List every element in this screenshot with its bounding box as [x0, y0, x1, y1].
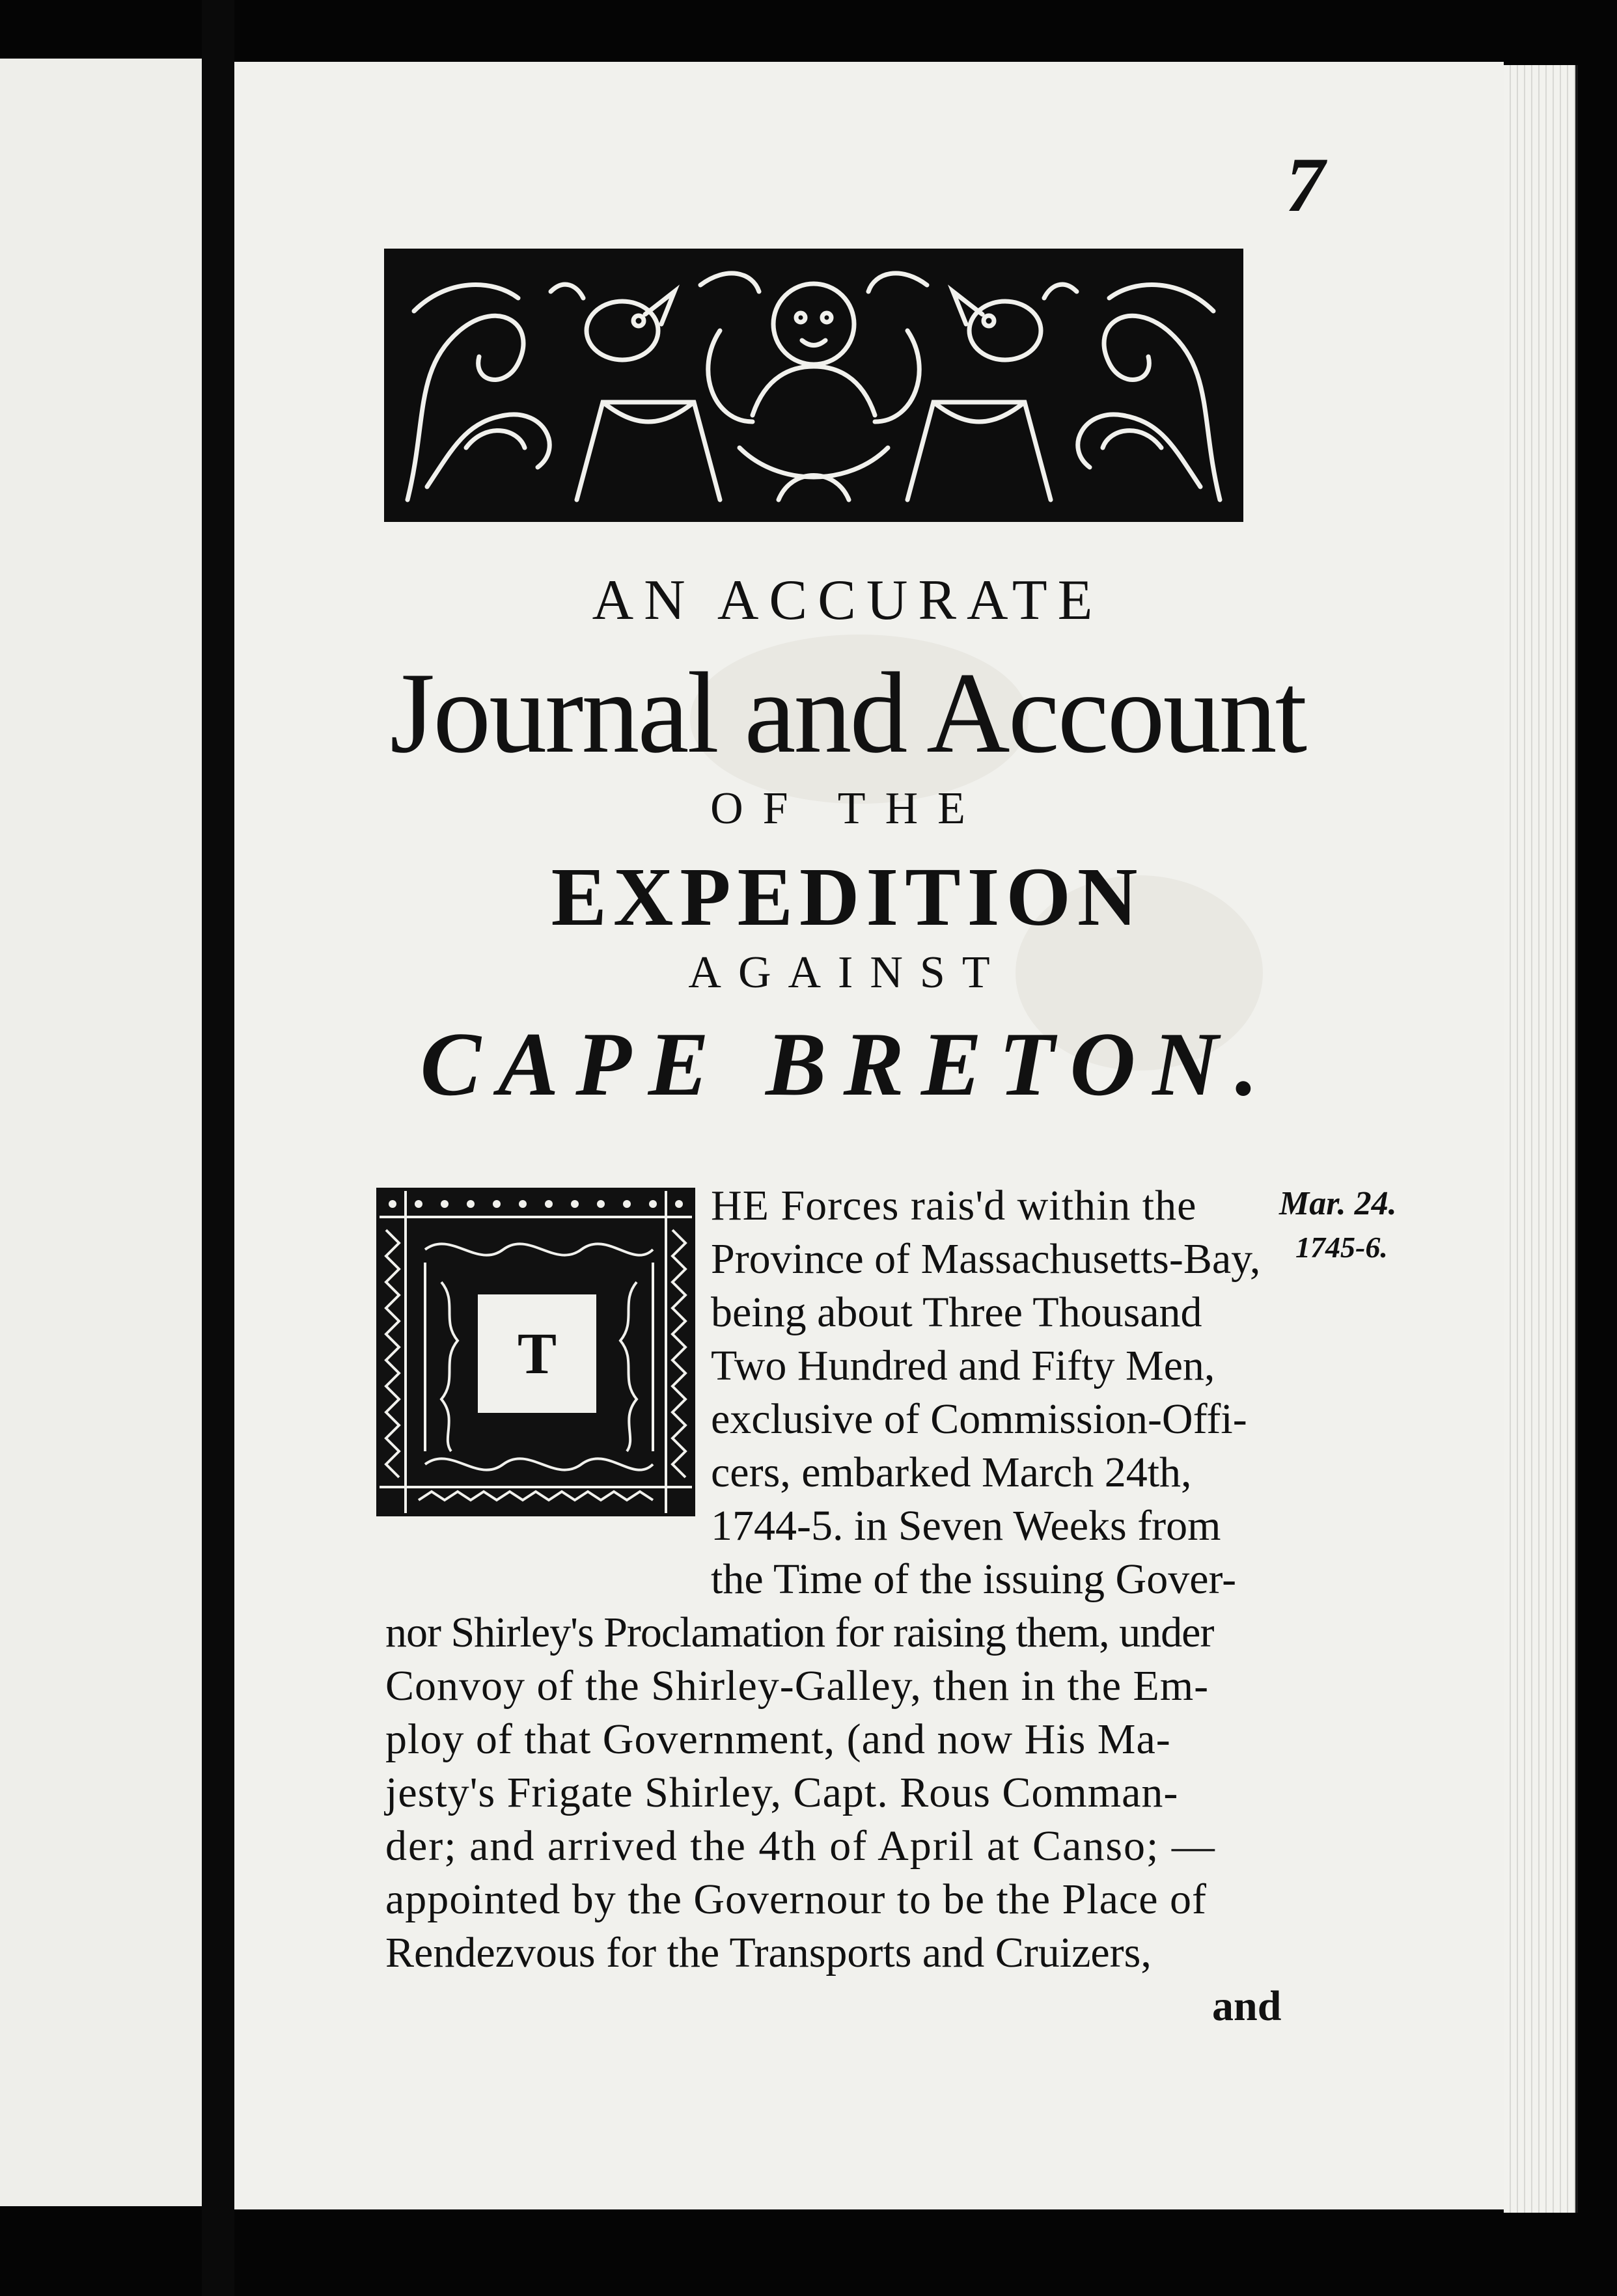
- title-line-cape-breton: CAPE BRETON.: [420, 1014, 1275, 1115]
- title-line-an-accurate: AN ACCURATE: [592, 569, 1103, 632]
- body-line: nor Shirley's Proclamation for raising them, under: [385, 1609, 1214, 1656]
- margin-note-date: Mar. 24.: [1279, 1185, 1397, 1222]
- catchword: and: [1212, 1982, 1282, 2030]
- margin-note-year: 1745-6.: [1295, 1231, 1388, 1264]
- body-line: jesty's Frigate Shirley, Capt. Rous Comman-: [385, 1769, 1179, 1816]
- body-line: Province of Massachusetts-Bay,: [711, 1235, 1261, 1283]
- body-line: ploy of that Government, (and now His Ma-: [385, 1715, 1171, 1763]
- body-line: Rendezvous for the Transports and Cruizers,: [385, 1929, 1152, 1976]
- body-line: exclusive of Commission-Offi-: [711, 1395, 1247, 1443]
- title-line-against: AGAINST: [688, 948, 1007, 998]
- title-line-of-the: OF THE: [710, 784, 985, 834]
- body-line: der; and arrived the 4th of April at Canso; —: [385, 1822, 1216, 1870]
- headpiece-ornament: [384, 249, 1243, 522]
- page-number: 7: [1286, 141, 1325, 228]
- body-line: 1744-5. in Seven Weeks from: [711, 1502, 1221, 1550]
- body-line: being about Three Thousand: [711, 1289, 1202, 1336]
- body-line: the Time of the issuing Gover-: [711, 1555, 1237, 1603]
- title-line-journal: Journal and Account: [389, 648, 1306, 777]
- book-gutter: [202, 0, 234, 2296]
- body-line: appointed by the Governour to be the Place of: [385, 1876, 1207, 1923]
- facing-page-edge: [0, 59, 202, 2206]
- initial-letter: T: [475, 1292, 599, 1415]
- title-line-expedition: EXPEDITION: [551, 851, 1144, 943]
- body-line: Two Hundred and Fifty Men,: [711, 1342, 1215, 1389]
- body-line: Convoy of the Shirley-Galley, then in the Em-: [385, 1662, 1209, 1710]
- body-line: cers, embarked March 24th,: [711, 1449, 1192, 1496]
- body-line: HE Forces rais'd within the: [711, 1182, 1197, 1229]
- page-edges: [1504, 65, 1578, 2213]
